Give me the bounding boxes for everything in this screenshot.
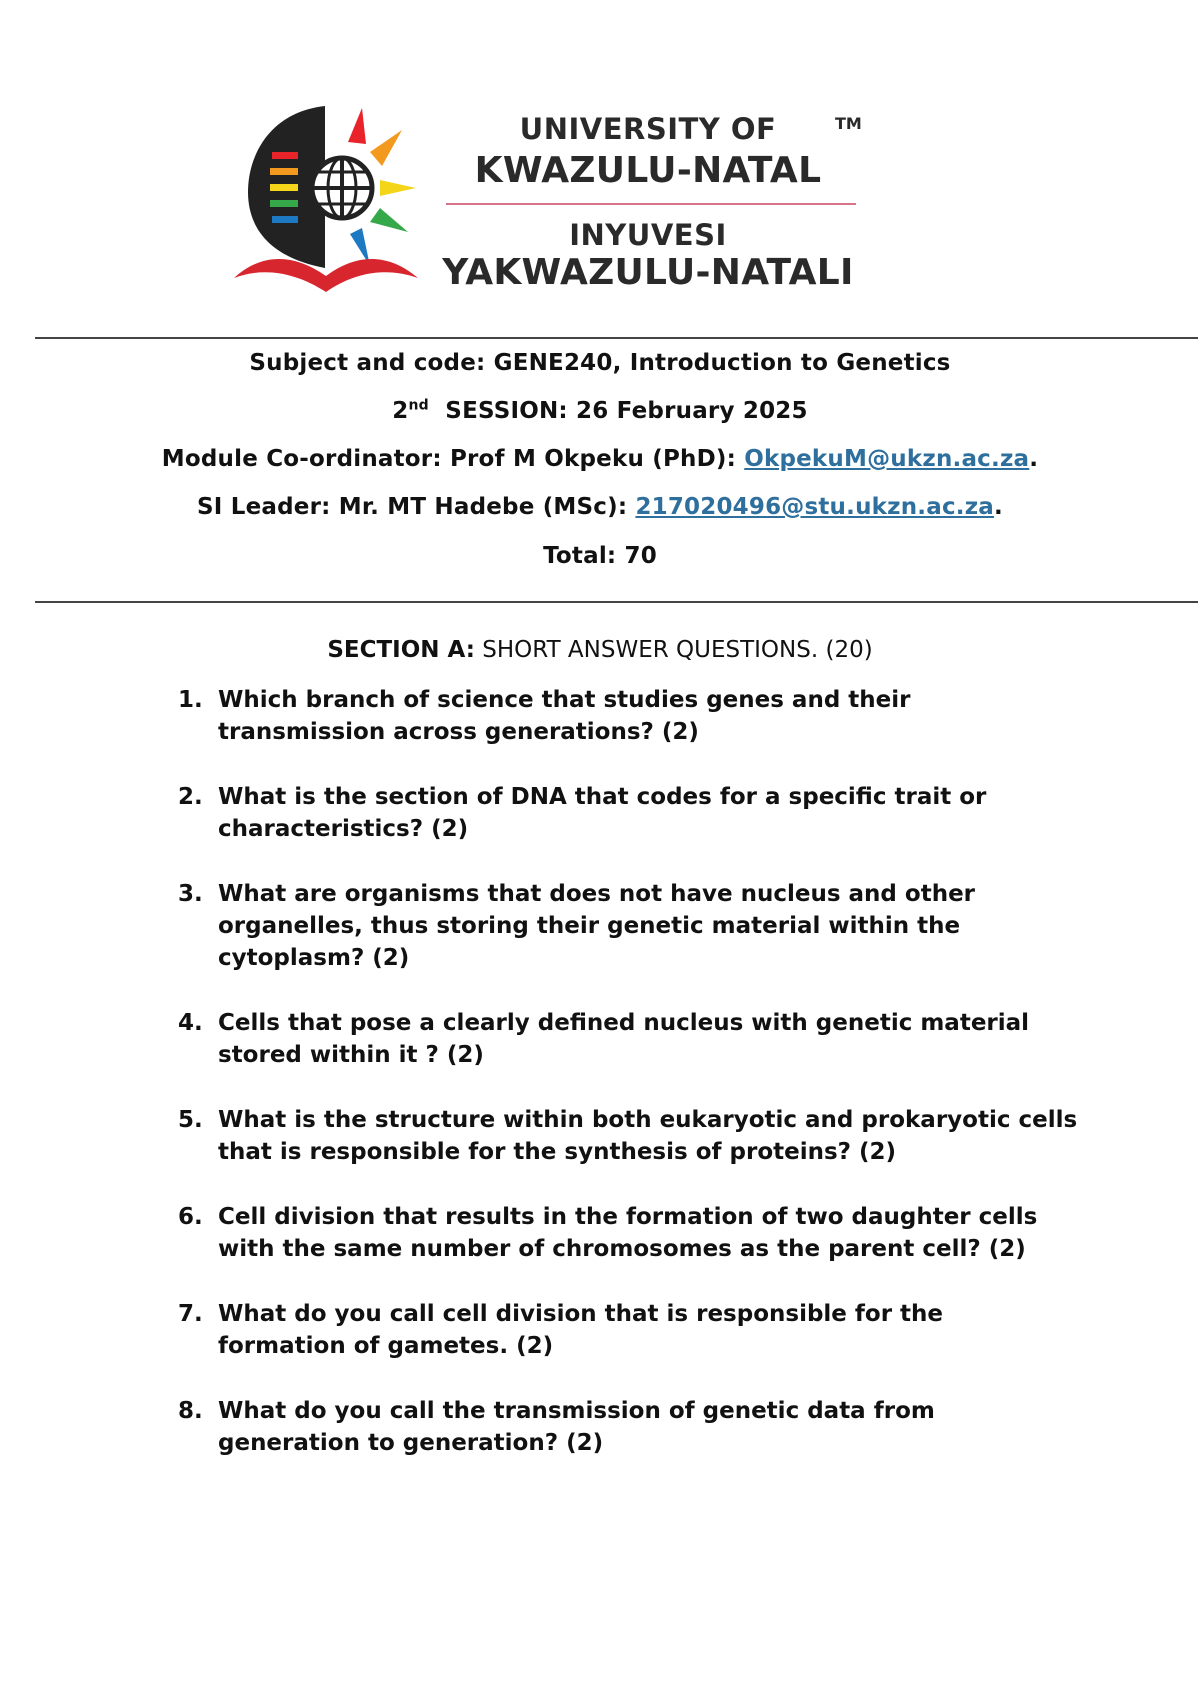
question-list — [178, 684, 1078, 1492]
question-7 — [178, 1298, 1078, 1362]
question-number: 6. — [178, 1204, 203, 1230]
coordinator-period: . — [1029, 446, 1039, 472]
section-a-description: SHORT ANSWER QUESTIONS. (20) — [474, 637, 873, 663]
logo-divider — [446, 203, 856, 205]
question-text: What is the structure within both eukaryotic and prokaryotic cells that is responsible for the synthesis of proteins? (2) — [218, 1107, 1078, 1165]
question-text: Cell division that results in the formation of two daughter cells with the same number of chromosomes as the parent cell? (2) — [218, 1204, 1038, 1262]
logo-line-university-of: UNIVERSITY OF — [519, 112, 777, 146]
question-number: 8. — [178, 1398, 203, 1424]
session-line — [0, 398, 1200, 424]
subject-label: Subject and code: — [249, 350, 494, 376]
section-a-title — [0, 637, 1200, 663]
logo-line-kwazulu-natal: KWAZULU-NATAL — [474, 150, 822, 191]
session-date: SESSION: 26 February 2025 — [428, 398, 808, 424]
question-text: Cells that pose a clearly defined nucleus with genetic material stored within it ? (2) — [218, 1010, 1030, 1068]
question-5 — [178, 1104, 1078, 1168]
subject-value: GENE240, Introduction to Genetics — [493, 350, 951, 376]
coordinator-line — [0, 446, 1200, 472]
question-text: What do you call the transmission of genetic data from generation to generation? (2) — [218, 1398, 935, 1456]
si-leader-period: . — [994, 494, 1003, 520]
logo-trademark: TM — [835, 114, 862, 133]
question-number: 1. — [178, 687, 203, 713]
question-1 — [178, 684, 1078, 748]
header-top-rule — [35, 337, 1198, 339]
coordinator-email-link[interactable]: OkpekuM@ukzn.ac.za — [744, 446, 1030, 472]
header-bottom-rule — [35, 601, 1198, 603]
question-text: What is the section of DNA that codes for a specific trait or characteristics? (2) — [218, 784, 987, 842]
question-number: 7. — [178, 1301, 203, 1327]
question-text: Which branch of science that studies genes and their transmission across generations? (2) — [218, 687, 911, 745]
ukzn-emblem-icon — [230, 100, 430, 310]
total-marks: Total: 70 — [543, 543, 657, 569]
si-leader-email-link[interactable]: 217020496@stu.ukzn.ac.za — [635, 494, 995, 520]
session-number: 2 — [392, 398, 409, 424]
university-logo — [230, 100, 870, 310]
question-text: What do you call cell division that is responsible for the formation of gametes. (2) — [218, 1301, 944, 1359]
subject-line — [0, 350, 1200, 376]
question-3 — [178, 878, 1078, 974]
question-text: What are organisms that does not have nucleus and other organelles, thus storing their genetic material within the cytoplasm? (2) — [218, 881, 976, 971]
si-leader-line — [0, 494, 1200, 520]
question-8 — [178, 1395, 1078, 1459]
section-a-label: SECTION A: — [327, 637, 475, 663]
question-2 — [178, 781, 1078, 845]
question-number: 4. — [178, 1010, 203, 1036]
question-number: 5. — [178, 1107, 203, 1133]
logo-line-yakwazulu-natali: YAKWAZULU-NATALI — [442, 252, 854, 293]
question-number: 2. — [178, 784, 203, 810]
logo-line-inyuvesi: INYUVESI — [569, 218, 727, 252]
session-ordinal: nd — [408, 397, 429, 414]
question-number: 3. — [178, 881, 203, 907]
question-6 — [178, 1201, 1078, 1265]
si-leader-label: SI Leader: Mr. MT Hadebe (MSc): — [197, 494, 636, 520]
question-4 — [178, 1007, 1078, 1071]
coordinator-label: Module Co-ordinator: Prof M Okpeku (PhD): — [161, 446, 745, 472]
